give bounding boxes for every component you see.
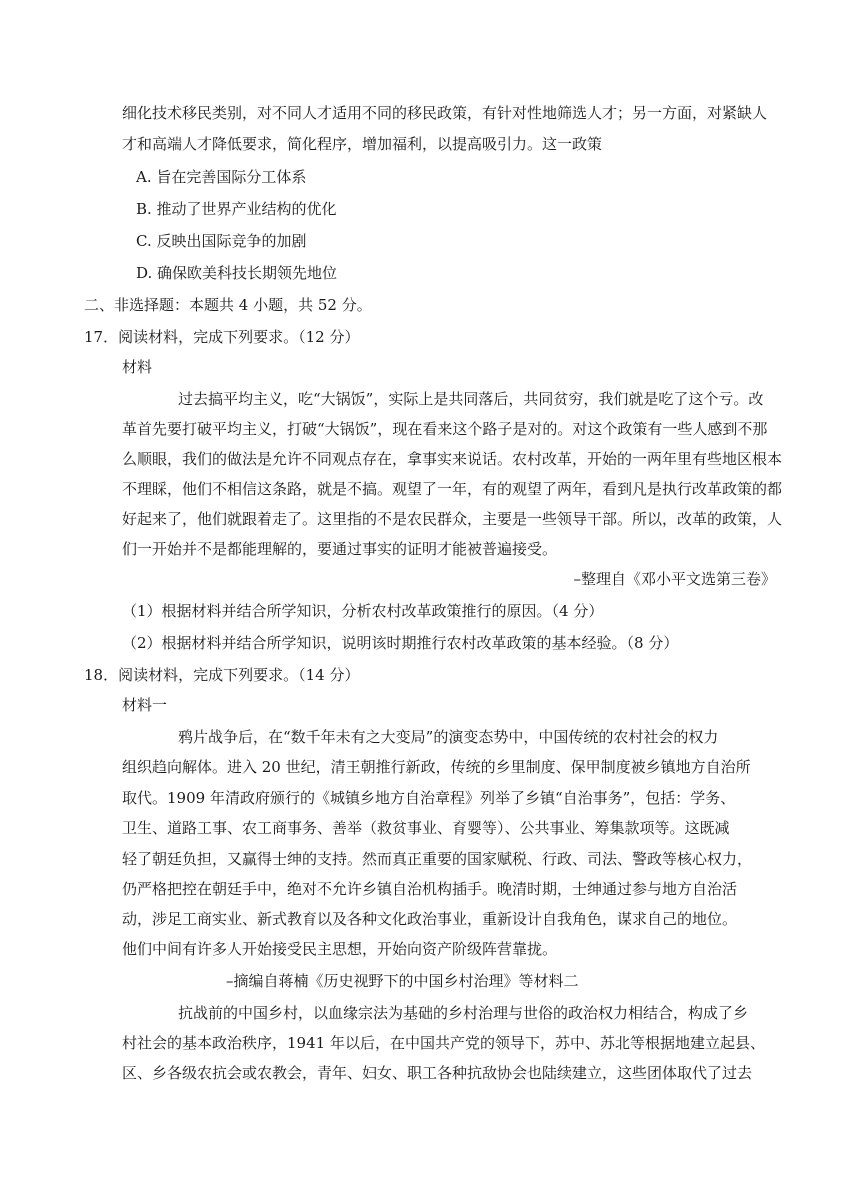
q17-material-label: 材料 — [122, 358, 153, 376]
q18-material-1-line: 鸦片战争后，在“数千年未有之大变局”的演变态势中，中国传统的农村社会的权力 — [178, 728, 719, 746]
q17-material-line: 好起来了，他们就跟着走了。这里指的不是农民群众，主要是一些领导干部。所以，改革的政策，人 — [122, 510, 783, 528]
q18-title: 18．阅读材料，完成下列要求。（14 分） — [84, 666, 360, 684]
q17-material-line: 过去搞平均主义，吃“大锅饭”，实际上是共同落后，共同贫穷，我们就是吃了这个亏。改 — [178, 390, 764, 408]
q18-material-1-line: 仍严格把控在朝廷手中，绝对不允许乡镇自治机构插手。晚清时期，士绅通过参与地方自治活 — [122, 880, 738, 898]
q16-option-d: D. 确保欧美科技长期领先地位 — [136, 264, 338, 282]
q16-option-a: A. 旨在完善国际分工体系 — [136, 168, 307, 186]
q17-source: –整理自《邓小平文选第三卷》 — [573, 570, 776, 588]
q18-material-2-line: 抗战前的中国乡村，以血缘宗法为基础的乡村治理与世俗的政治权力相结合，构成了乡 — [178, 1004, 749, 1022]
q17-material-line: 么顺眼，我们的做法是允许不同观点存在，拿事实来说话。农村改革，开始的一两年里有些地区根本 — [122, 450, 783, 468]
q17-title: 17．阅读材料，完成下列要求。（12 分） — [84, 328, 360, 346]
q18-material-1-line: 组织趋向解体。进入 20 世纪，清王朝推行新政，传统的乡里制度、保甲制度被乡镇地方自治所 — [122, 758, 751, 776]
q17-material-line: 们一开始并不是都能理解的，要通过事实的证明才能被普遍接受。 — [122, 540, 558, 558]
q18-material-1-line: 动，涉足工商实业、新式教育以及各种文化政治事业，重新设计自我角色，谋求自己的地位。 — [122, 910, 738, 928]
q17-subquestion-2: （2）根据材料并结合所学知识，说明该时期推行农村改革政策的基本经验。（8 分） — [122, 634, 679, 652]
q18-material-1-line: 取代。1909 年清政府颁行的《城镇乡地方自治章程》列举了乡镇“自治事务”，包括：学务、 — [122, 789, 736, 807]
q18-material-2-line: 区、乡各级农抗会或农教会，青年、妇女、职工各种抗敌协会也陆续建立，这些团体取代了过去 — [122, 1064, 753, 1082]
q18-source-1: –摘编自蒋楠《历史视野下的中国乡村治理》等材料二 — [226, 972, 579, 990]
q16-stem-line-1: 细化技术移民类别，对不同人才适用不同的移民政策，有针对性地筛选人才；另一方面，对紧缺人 — [122, 104, 768, 122]
q16-stem-line-2: 才和高端人才降低要求，简化程序，增加福利，以提高吸引力。这一政策 — [122, 135, 603, 153]
q18-material-1-line: 他们中间有许多人开始接受民主思想，开始向资产阶级阵营靠拢。 — [122, 940, 558, 958]
q16-option-b: B. 推动了世界产业结构的优化 — [136, 200, 337, 218]
q17-material-line: 不理睬，他们不相信这条路，就是不搞。观望了一年，有的观望了两年，看到凡是执行改革政策的都 — [122, 480, 783, 498]
q18-material-2-line: 村社会的基本政治秩序，1941 年以后，在中国共产党的领导下，苏中、苏北等根据地建立起县、 — [122, 1034, 765, 1052]
section-2-header: 二、非选择题：本题共 4 小题，共 52 分。 — [84, 296, 372, 314]
q18-material-1-line: 轻了朝廷负担，又赢得士绅的支持。然而真正重要的国家赋税、行政、司法、警政等核心权力， — [122, 850, 753, 868]
q17-subquestion-1: （1）根据材料并结合所学知识，分析农村改革政策推行的原因。（4 分） — [122, 602, 604, 620]
q18-material-1-line: 卫生、道路工事、农工商事务、善举（救贫事业、育婴等）、公共事业、筹集款项等。这既减 — [122, 819, 730, 837]
q17-material-line: 革首先要打破平均主义，打破“大锅饭”，现在看来这个路子是对的。对这个政策有一些人感到不那 — [122, 420, 768, 438]
q18-material-1-label: 材料一 — [122, 696, 168, 714]
q16-option-c: C. 反映出国际竞争的加剧 — [136, 232, 307, 250]
